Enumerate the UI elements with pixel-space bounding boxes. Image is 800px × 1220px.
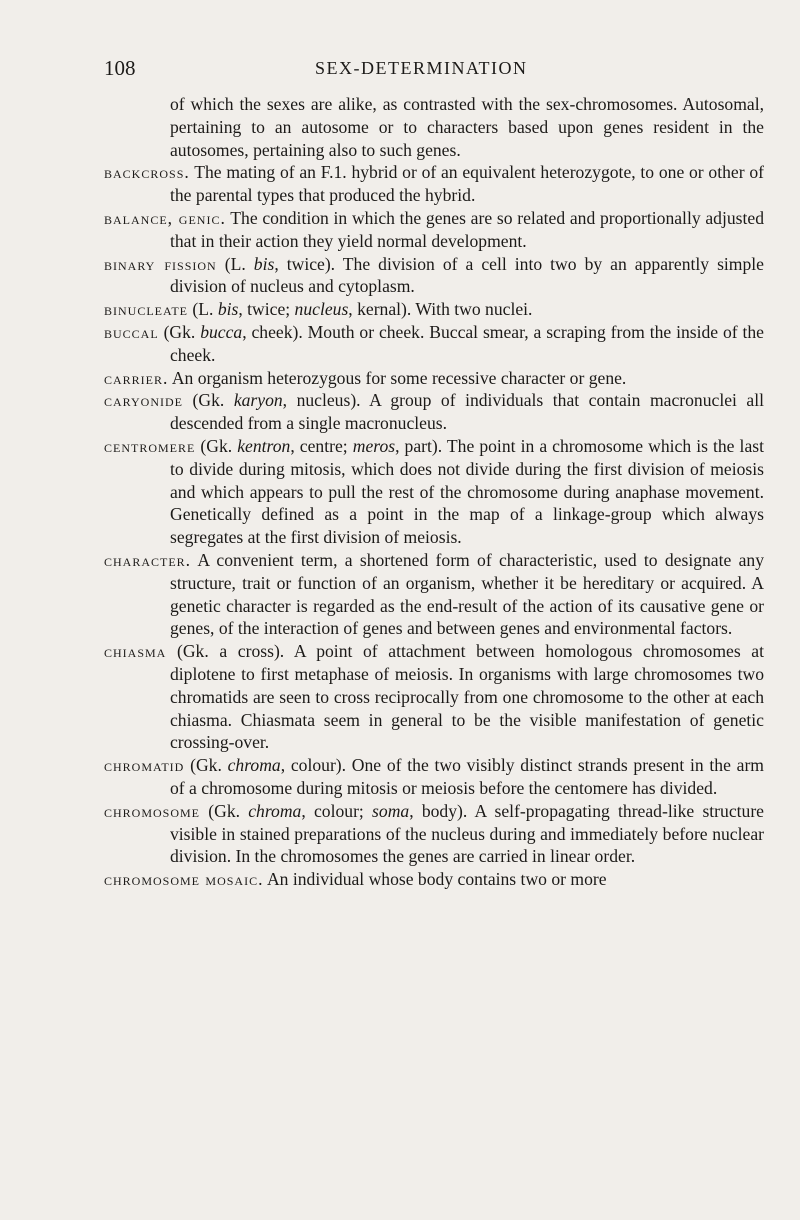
entry-text: An individual whose body contains two or more	[266, 869, 607, 890]
entry-etymon: bis	[217, 299, 239, 320]
entry-text: , body). A self-propagating thread-like structure visible in stained preparations of the nucleus during and immediately before nuclear division. In the chromosomes the genes are carried in linear order.	[170, 800, 764, 867]
entry-text: (Gk.	[163, 321, 201, 342]
entry-text: (Gk.	[208, 800, 249, 821]
glossary-entry	[104, 435, 764, 549]
entry-text: , nucleus). A group of individuals that contain macronuclei all descended from a single macronucleus.	[170, 390, 764, 434]
glossary-entry	[104, 367, 764, 390]
glossary-entry	[104, 549, 764, 640]
glossary-entry	[104, 640, 764, 754]
glossary-entry	[104, 298, 764, 321]
glossary-text	[104, 93, 764, 891]
entry-etymon: nucleus	[294, 299, 349, 320]
entry-text: , colour). One of the two visibly distinct strands present in the arm of a chromosome during mitosis or meiosis before the centomere has divided.	[170, 755, 764, 798]
entry-text: , twice;	[238, 299, 295, 320]
glossary-entry	[104, 253, 764, 299]
entry-text: , twice). The division of a cell into two by an apparently simple division of nucleus and cytoplasm.	[170, 253, 764, 297]
entry-text: (L.	[224, 253, 254, 274]
entry-headword: character.	[104, 549, 192, 570]
entry-etymon: chroma	[248, 800, 302, 821]
entry-text: (Gk. a cross). A point of attachment between homologous chromosomes at diplotene to first metaphase of meiosis. In organisms with large chromosomes two chromatids are seen to cross reciprocally from one chromosome to the other at each chiasma. Chiasmata seem in general to be the visible manifestation of genetic crossing-over.	[170, 641, 764, 753]
entry-text: , part). The point in a chromosome which is the last to divide during mitosis, which does not divide during the first division of meiosis and which appears to pull the rest of the chromosome during anaphase movement. Genetically defined as a point in the map of a linkage-group which always segregates at the first division of meiosis.	[170, 435, 764, 548]
entry-etymon: kentron	[237, 435, 291, 456]
entry-text: The mating of an F.1. hybrid or of an equivalent heterozygote, to one or other of the parental types that produced the hybrid.	[170, 162, 764, 206]
page-header	[104, 56, 760, 86]
glossary-entry	[104, 207, 764, 253]
entry-text: (Gk.	[200, 435, 238, 456]
entry-text: An organism heterozygous for some recessive character or gene.	[171, 367, 627, 388]
entry-etymon: karyon	[233, 390, 283, 411]
glossary-entry	[104, 868, 764, 891]
entry-headword: chromatid	[104, 755, 185, 776]
entry-etymon: meros	[352, 435, 396, 456]
entry-headword: centromere	[104, 435, 196, 456]
entry-text: (Gk.	[192, 390, 234, 411]
entry-etymon: bucca	[200, 321, 243, 342]
continuation-paragraph: of which the sexes are alike, as contrasted with the sex-chromosomes. Autosomal, pertaining to an autosome or to characters based upon genes resident in the autosomes, pertaining also to such genes.	[170, 94, 764, 160]
entry-text: , colour;	[301, 800, 373, 821]
entry-text: (L.	[192, 299, 218, 320]
entry-etymon: soma	[372, 800, 410, 821]
entry-text: The condition in which the genes are so related and proportionally adjusted that in their action they yield normal development.	[170, 207, 764, 251]
entry-headword: carrier.	[104, 367, 169, 388]
entry-text: A convenient term, a shortened form of characteristic, used to designate any structure, trait or function of an organism, whether it be hereditary or acquired. A genetic character is regarded as the end-result of the action of its causative gene or genes, of the interaction of genes and between genes and environmental factors.	[170, 549, 764, 639]
glossary-entry	[104, 754, 764, 800]
entry-headword: buccal	[104, 321, 159, 342]
entry-text: , centre;	[290, 435, 353, 456]
entry-etymon: bis	[253, 253, 275, 274]
running-head: SEX-DETERMINATION	[315, 58, 528, 78]
entry-text: (Gk.	[190, 755, 228, 776]
entry-text: , cheek). Mouth or cheek. Buccal smear, a scraping from the inside of the cheek.	[170, 321, 764, 365]
glossary-entries	[104, 161, 764, 891]
entry-text: , kernal). With two nuclei.	[348, 299, 533, 320]
page-number: 108	[104, 56, 136, 80]
glossary-entry	[104, 389, 764, 435]
entry-headword: binucleate	[104, 299, 188, 320]
entry-headword: chiasma	[104, 641, 167, 662]
entry-headword: backcross.	[104, 162, 190, 183]
entry-etymon: chroma	[227, 755, 281, 776]
glossary-entry	[104, 800, 764, 868]
glossary-entry	[104, 161, 764, 207]
glossary-entry	[104, 321, 764, 367]
entry-headword: caryonide	[104, 390, 184, 411]
entry-headword: balance, genic.	[104, 207, 226, 228]
entry-headword: chromosome mosaic.	[104, 869, 264, 890]
entry-headword: chromosome	[104, 800, 201, 821]
entry-headword: binary fission	[104, 253, 217, 274]
